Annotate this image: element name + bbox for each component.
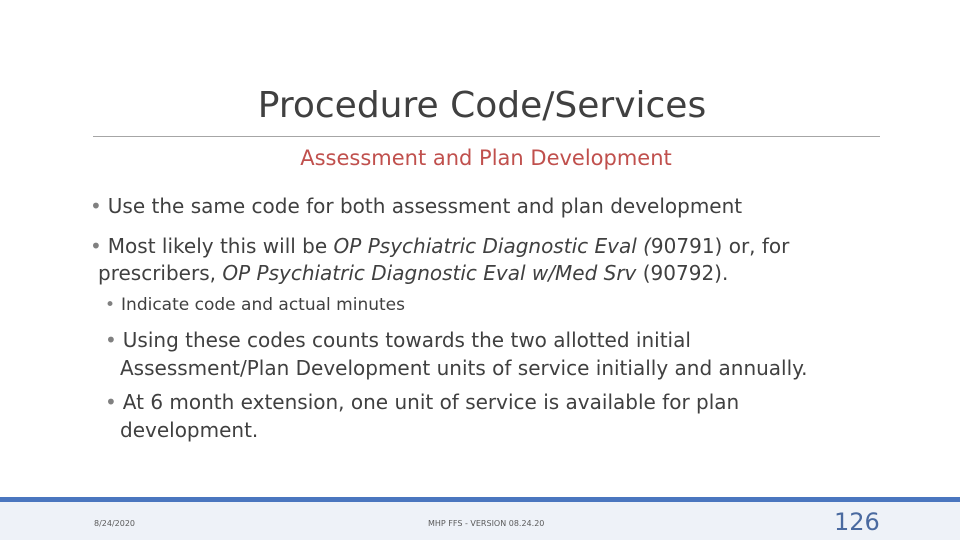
- bullet-icon: •: [105, 390, 117, 414]
- title-divider: [93, 136, 880, 137]
- bullet-2-text-d: (90792).: [636, 261, 729, 285]
- bullet-1: [90, 193, 742, 220]
- bullet-icon: •: [90, 194, 102, 218]
- bullet-2-text-c: prescribers,: [98, 261, 223, 285]
- footer-date: 8/24/2020: [94, 519, 136, 528]
- bullet-2-emphasis-1: OP Psychiatric Diagnostic Eval (: [333, 234, 651, 258]
- sub-bullet-2: [105, 326, 808, 382]
- bullet-icon: •: [90, 234, 102, 258]
- bullet-1-text: Use the same code for both assessment and plan development: [107, 194, 743, 218]
- bullet-icon: •: [105, 328, 117, 352]
- sub-bullet-2-text-1: Using these codes counts towards the two allotted initial: [122, 328, 691, 352]
- sub-bullet-2-line-2: Assessment/Plan Development units of service initially and annually.: [120, 356, 808, 380]
- bullet-2-text-b: 90791) or, for: [650, 234, 790, 258]
- sub-bullet-3-text-1: At 6 month extension, one unit of service is available for plan: [122, 390, 740, 414]
- footer: [0, 502, 960, 540]
- sub-bullet-1-text: Indicate code and actual minutes: [121, 295, 405, 315]
- slide-title: Procedure Code/Services: [257, 85, 707, 126]
- footer-version: MHP FFS - VERSION 08.24.20: [428, 519, 545, 528]
- page-number: 126: [834, 508, 880, 536]
- bullet-2-text-a: Most likely this will be: [107, 234, 334, 258]
- bullet-2-emphasis-2: OP Psychiatric Diagnostic Eval w/Med Srv: [222, 261, 637, 285]
- bullet-2: [90, 233, 789, 287]
- sub-bullet-1: [105, 294, 405, 316]
- sub-bullet-3-line-2: development.: [120, 418, 259, 442]
- slide-subtitle: Assessment and Plan Development: [300, 146, 672, 170]
- bullet-2-line-2: [90, 260, 789, 287]
- bullet-icon: •: [105, 295, 116, 315]
- sub-bullet-3: [105, 388, 739, 444]
